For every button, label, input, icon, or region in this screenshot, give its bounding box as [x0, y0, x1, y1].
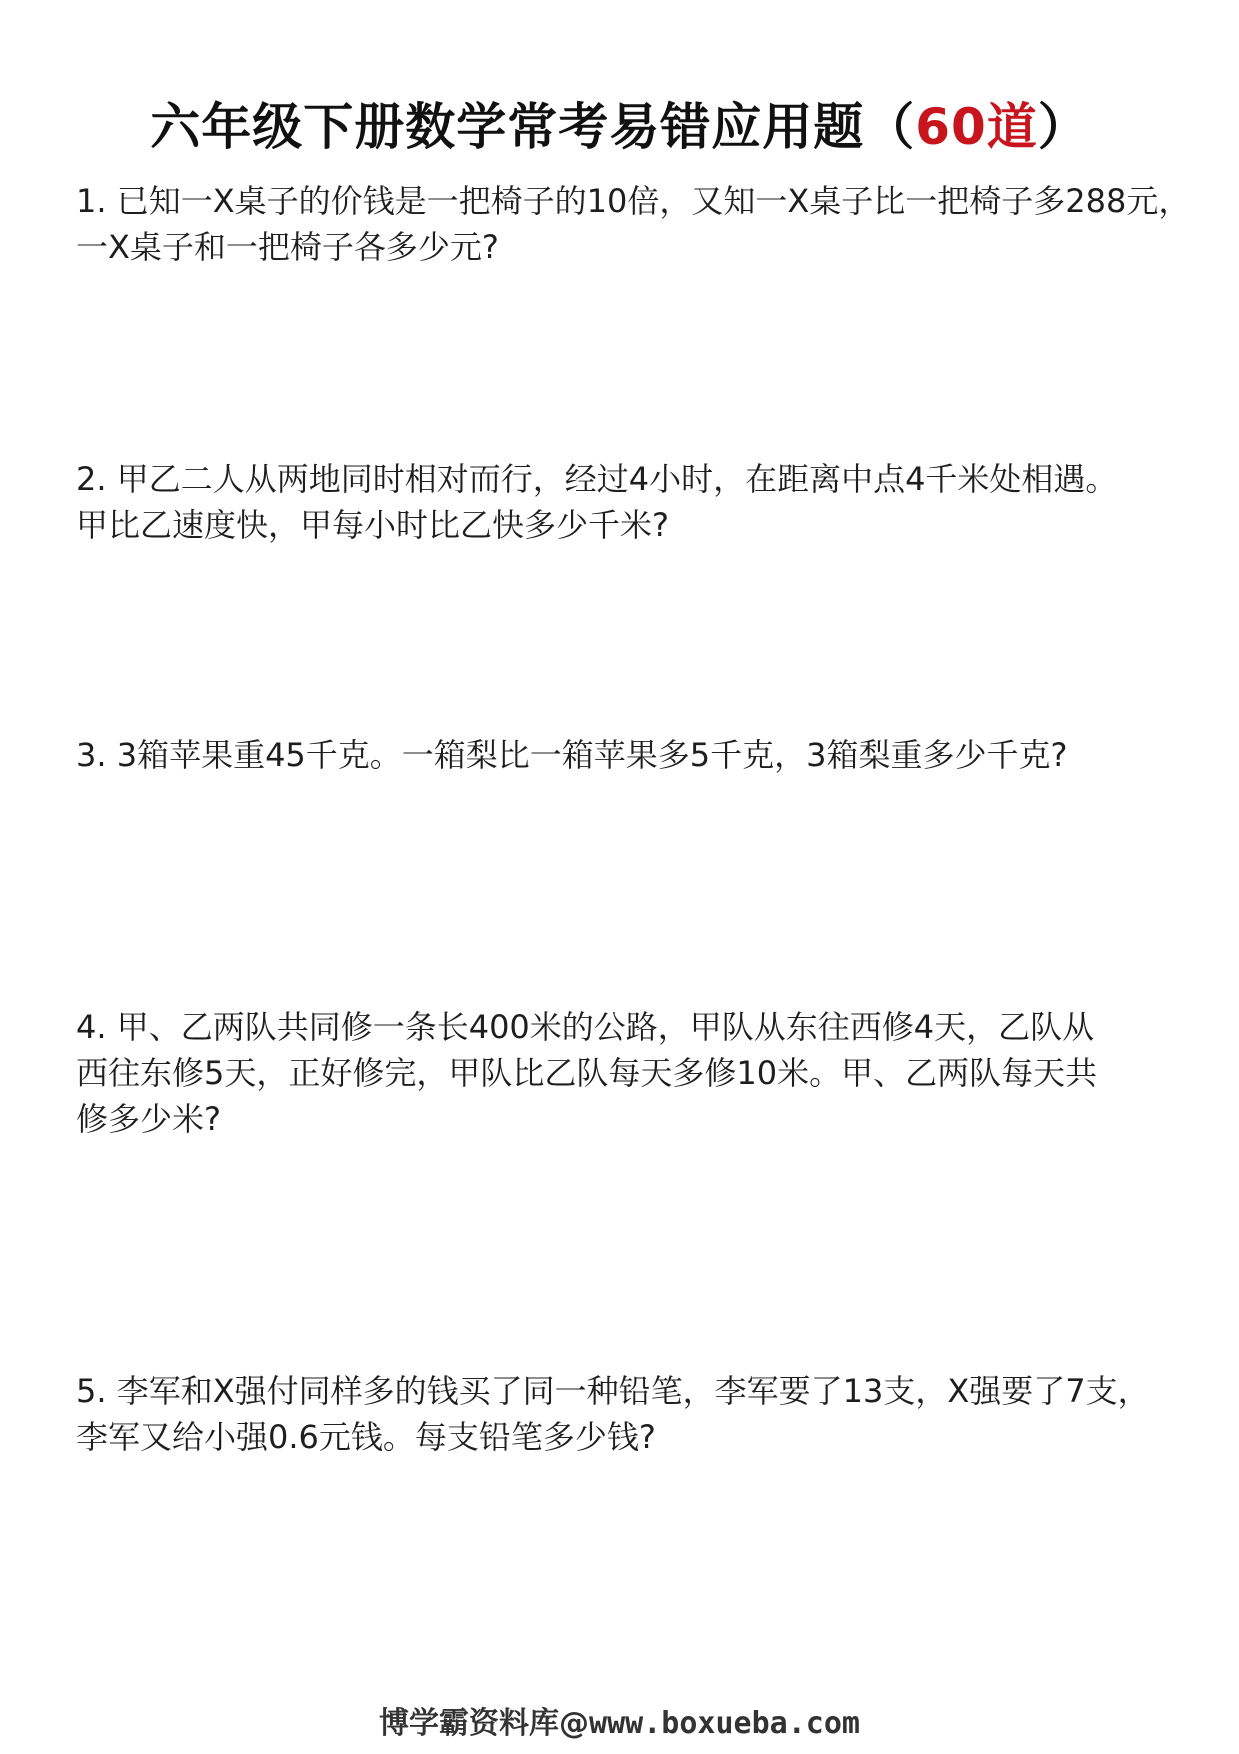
question-line: 4. 甲、乙两队共同修一条长400米的公路，甲队从东往西修4天，乙队从 [76, 1008, 1095, 1046]
footer-site-name: 博学霸资料库@ [379, 1706, 590, 1741]
title-count: 60道 [915, 98, 1038, 156]
page-title [0, 92, 1239, 162]
question-line: 5. 李军和X强付同样多的钱买了同一种铅笔，李军要了13支，X强要了7支， [76, 1372, 1150, 1410]
question-line: 甲比乙速度快，甲每小时比乙快多少千米? [76, 506, 669, 544]
question-line: 修多少米? [76, 1100, 221, 1138]
question-4 [76, 1004, 1176, 1142]
footer-watermark [0, 1706, 1239, 1742]
question-line: 李军又给小强0.6元钱。每支铅笔多少钱? [76, 1418, 656, 1456]
footer-url: www.boxueba.com [589, 1706, 860, 1741]
question-line: 西往东修5天，正好修完，甲队比乙队每天多修10米。甲、乙两队每天共 [76, 1054, 1098, 1092]
title-close: ） [1037, 98, 1089, 156]
question-line: 一X桌子和一把椅子各多少元? [76, 228, 499, 266]
question-line: 3. 3箱苹果重45千克。一箱梨比一箱苹果多5千克，3箱梨重多少千克? [76, 736, 1068, 774]
question-2 [76, 456, 1176, 548]
question-line: 1. 已知一X桌子的价钱是一把椅子的10倍，又知一X桌子比一把椅子多288元， [76, 182, 1191, 220]
question-3 [76, 732, 1176, 778]
question-line: 2. 甲乙二人从两地同时相对而行，经过4小时，在距离中点4千米处相遇。 [76, 460, 1118, 498]
question-1 [76, 178, 1191, 270]
question-5 [76, 1368, 1176, 1460]
title-main: 六年级下册数学常考易错应用题（ [150, 98, 916, 156]
